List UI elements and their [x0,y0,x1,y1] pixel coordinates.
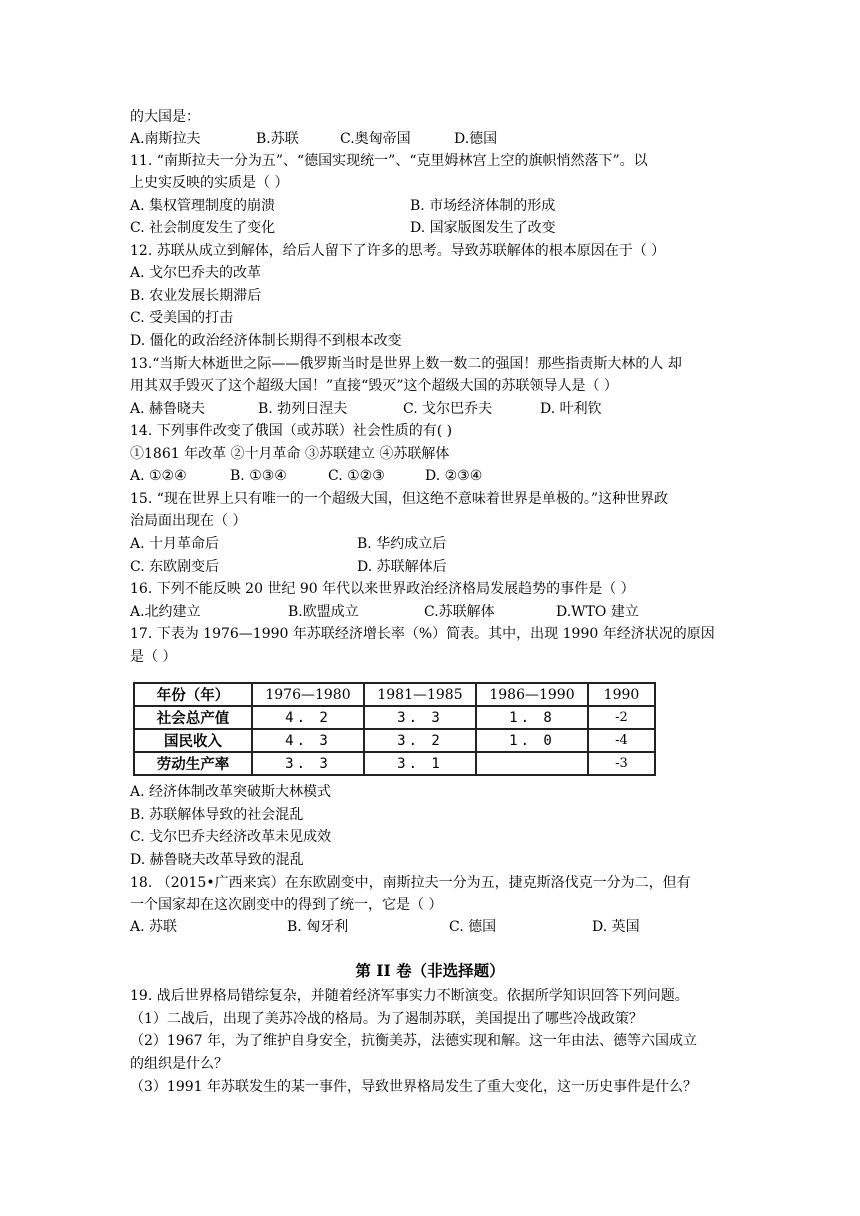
table-cell: 1. 8 [476,706,588,729]
q11-option-c: C. 社会制度发生了变化 [130,220,276,236]
table-header-cell: 年份（年） [134,683,252,706]
q18-option-a: A. 苏联 [130,919,178,935]
q18-stem-line2: 一个国家却在这次剧变中的得到了统一，它是（ ） [130,897,443,913]
table-row [134,752,655,775]
q19-part1: （1）二战后，出现了美苏冷战的格局。为了遏制苏联，美国提出了哪些冷战政策？ [130,1011,643,1027]
q15-option-c: C. 东欧剧变后 [130,559,220,575]
q19-part2-line2: 的组织是什么？ [130,1056,228,1072]
section-2-title: 第 II 卷（非选择题） [355,961,505,980]
table-cell: 4. 3 [252,729,364,752]
q10-option-c: C.奥匈帝国 [340,131,411,147]
q11-option-d: D. 国家版图发生了改变 [410,220,556,236]
q13-option-d: D. 叶利钦 [540,401,602,417]
q18-option-b: B. 匈牙利 [287,919,349,935]
table-row-label: 国民收入 [134,729,252,752]
q13-option-b: B. 勃列日涅夫 [258,401,348,417]
q19-part3: （3）1991 年苏联发生的某一事件，导致世界格局发生了重大变化，这一历史事件是什么？ [130,1079,697,1095]
table-cell: 1. 0 [476,729,588,752]
q19-stem: 19. 战后世界格局错综复杂，并随着经济军事实力不断演变。依据所学知识回答下列问题。 [130,988,689,1004]
table-header-row [134,683,655,706]
table-row [134,729,655,752]
q12-option-a: A. 戈尔巴乔夫的改革 [130,265,262,281]
q12-option-d: D. 僵化的政治经济体制长期得不到根本改变 [130,333,402,349]
q14-option-a: A. ①②④ [130,468,187,484]
q17-option-c: C. 戈尔巴乔夫经济改革未见成效 [130,829,332,845]
table-cell: 3. 3 [364,706,476,729]
table-header-cell: 1990 [588,683,655,706]
q12-option-c: C. 受美国的打击 [130,310,234,326]
q10-option-b: B.苏联 [256,131,299,147]
q14-stem: 14. 下列事件改变了俄国（或苏联）社会性质的有( ) [130,423,453,439]
q15-stem-line1: 15. “现在世界上只有唯一的一个超级大国，但这绝不意味着世界是单极的。”这种世界政 [130,491,669,507]
table-cell [476,752,588,775]
q18-option-c: C. 德国 [449,919,497,935]
q16-option-a: A.北约建立 [130,604,201,620]
q11-stem-line1: 11. “南斯拉夫一分为五”、“德国实现统一”、“克里姆林宫上空的旗帜悄然落下”。以 [130,153,648,169]
table-cell: -3 [588,752,655,775]
table-cell: 3. 2 [364,729,476,752]
q12-stem: 12. 苏联从成立到解体，给后人留下了许多的思考。导致苏联解体的根本原因在于（ ） [130,243,666,259]
table-row-label: 社会总产值 [134,706,252,729]
q13-stem-line2: 用其双手毁灭了这个超级大国！”直接“毁灭”这个超级大国的苏联领导人是（ ） [130,378,618,394]
q14-option-b: B. ①③④ [230,468,287,484]
q11-option-b: B. 市场经济体制的形成 [410,198,556,214]
q17-stem-line2: 是（ ） [130,649,177,665]
table-header-cell: 1981—1985 [364,683,476,706]
q17-stem-line1: 17. 下表为 1976—1990 年苏联经济增长率（%）简表。其中，出现 1990 年经济状况的原因 [130,626,715,642]
q16-option-d: D.WTO 建立 [556,604,639,620]
q18-option-d: D. 英国 [592,919,640,935]
q15-stem-line2: 治局面出现在（ ） [130,513,247,529]
q14-items: ①1861 年改革 ②十月革命 ③苏联建立 ④苏联解体 [130,446,450,462]
q15-option-a: A. 十月革命后 [130,536,220,552]
table-header-cell: 1976—1980 [252,683,364,706]
table-cell: -2 [588,706,655,729]
q15-option-b: B. 华约成立后 [357,536,447,552]
q10-option-a: A.南斯拉夫 [130,131,201,147]
q14-option-d: D. ②③④ [425,468,483,484]
q17-option-b: B. 苏联解体导致的社会混乱 [130,807,304,823]
table-cell: 3. 3 [252,752,364,775]
q16-stem: 16. 下列不能反映 20 世纪 90 年代以来世界政治经济格局发展趋势的事件是（ ） [130,581,635,597]
q13-option-a: A. 赫鲁晓夫 [130,401,206,417]
q11-stem-line2: 上史实反映的实质是（ ） [130,175,289,191]
q16-option-c: C.苏联解体 [424,604,495,620]
q19-part2-line1: （2）1967 年，为了维护自身安全，抗衡美苏，法德实现和解。这一年由法、德等六国成立 [130,1033,697,1049]
economic-growth-table [133,682,656,776]
table-row-label: 劳动生产率 [134,752,252,775]
q11-option-a: A. 集权管理制度的崩溃 [130,198,276,214]
table-cell: 3. 1 [364,752,476,775]
table-cell: 4. 2 [252,706,364,729]
q10-stem-tail: 的大国是： [130,109,200,125]
q14-option-c: C. ①②③ [328,468,385,484]
q17-option-a: A. 经济体制改革突破斯大林模式 [130,784,332,800]
table-cell: -4 [588,729,655,752]
table-row [134,706,655,729]
q13-stem-line1: 13.“当斯大林逝世之际——俄罗斯当时是世界上数一数二的强国！那些指责斯大林的人 却 [130,356,682,372]
q17-option-d: D. 赫鲁晓夫改革导致的混乱 [130,852,304,868]
q13-option-c: C. 戈尔巴乔夫 [403,401,493,417]
q16-option-b: B.欧盟成立 [288,604,359,620]
table-header-cell: 1986—1990 [476,683,588,706]
q18-stem-line1: 18. （2015•广西来宾）在东欧剧变中，南斯拉夫一分为五，捷克斯洛伐克一分为二，但有 [130,875,691,891]
q12-option-b: B. 农业发展长期滞后 [130,288,262,304]
q15-option-d: D. 苏联解体后 [357,559,447,575]
q10-option-d: D.德国 [454,131,498,147]
